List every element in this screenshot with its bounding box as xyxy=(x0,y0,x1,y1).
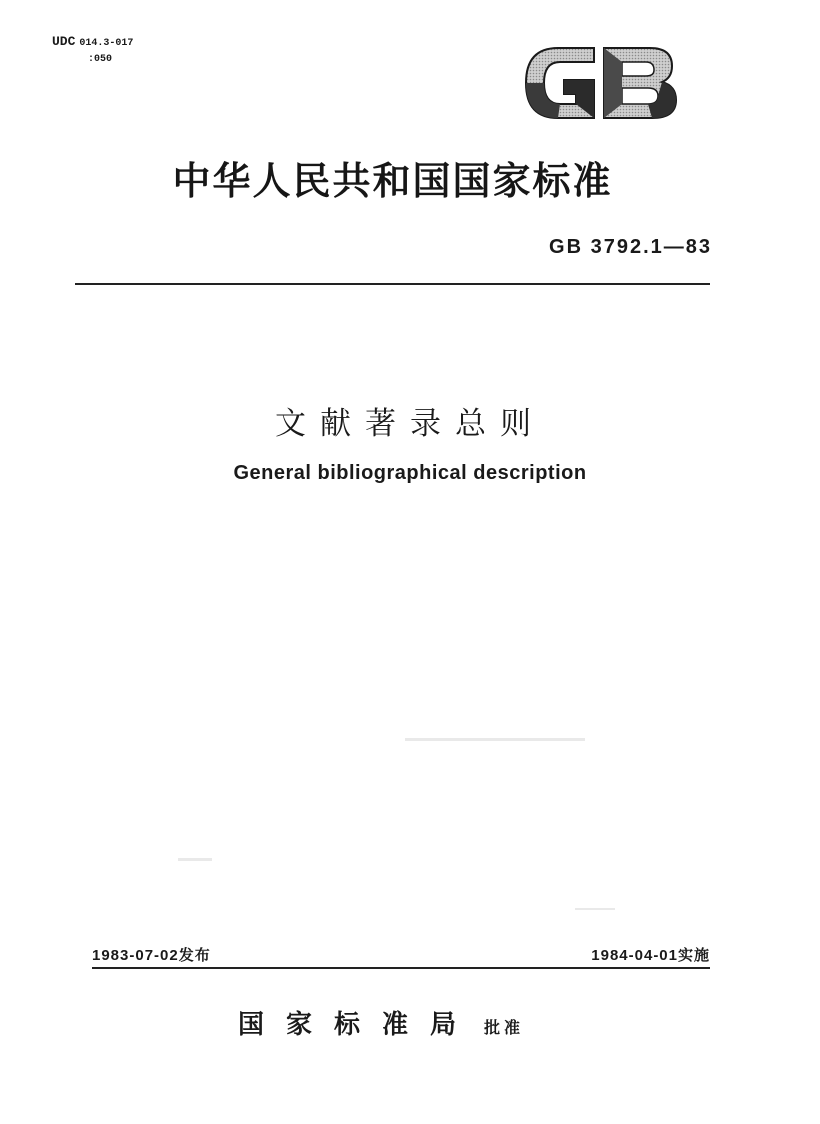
document-title-chinese: 文献著录总则 xyxy=(275,406,545,442)
scan-artifact xyxy=(405,738,585,741)
effective-date: 1984-04-01实施 xyxy=(591,947,710,964)
issue-date: 1983-07-02发布 xyxy=(92,947,211,964)
udc-code-line2: :050 xyxy=(88,54,113,65)
scan-artifact xyxy=(178,858,212,861)
udc-label: UDC xyxy=(52,34,76,49)
top-divider xyxy=(75,283,710,285)
bottom-divider xyxy=(92,967,710,969)
approving-authority xyxy=(238,1004,524,1041)
authority-action: 批准 xyxy=(484,1018,525,1037)
udc-classification xyxy=(52,34,133,68)
scan-artifact xyxy=(575,908,615,910)
national-standard-title: 中华人民共和国国家标准 xyxy=(172,159,613,203)
udc-code: 014.3-017 xyxy=(79,38,134,49)
standard-number: GB 3792.1—83 xyxy=(549,236,712,258)
document-title-english: General bibliographical description xyxy=(233,462,587,484)
gb-logo xyxy=(520,42,682,124)
authority-name: 国家标准局 xyxy=(238,1010,479,1040)
